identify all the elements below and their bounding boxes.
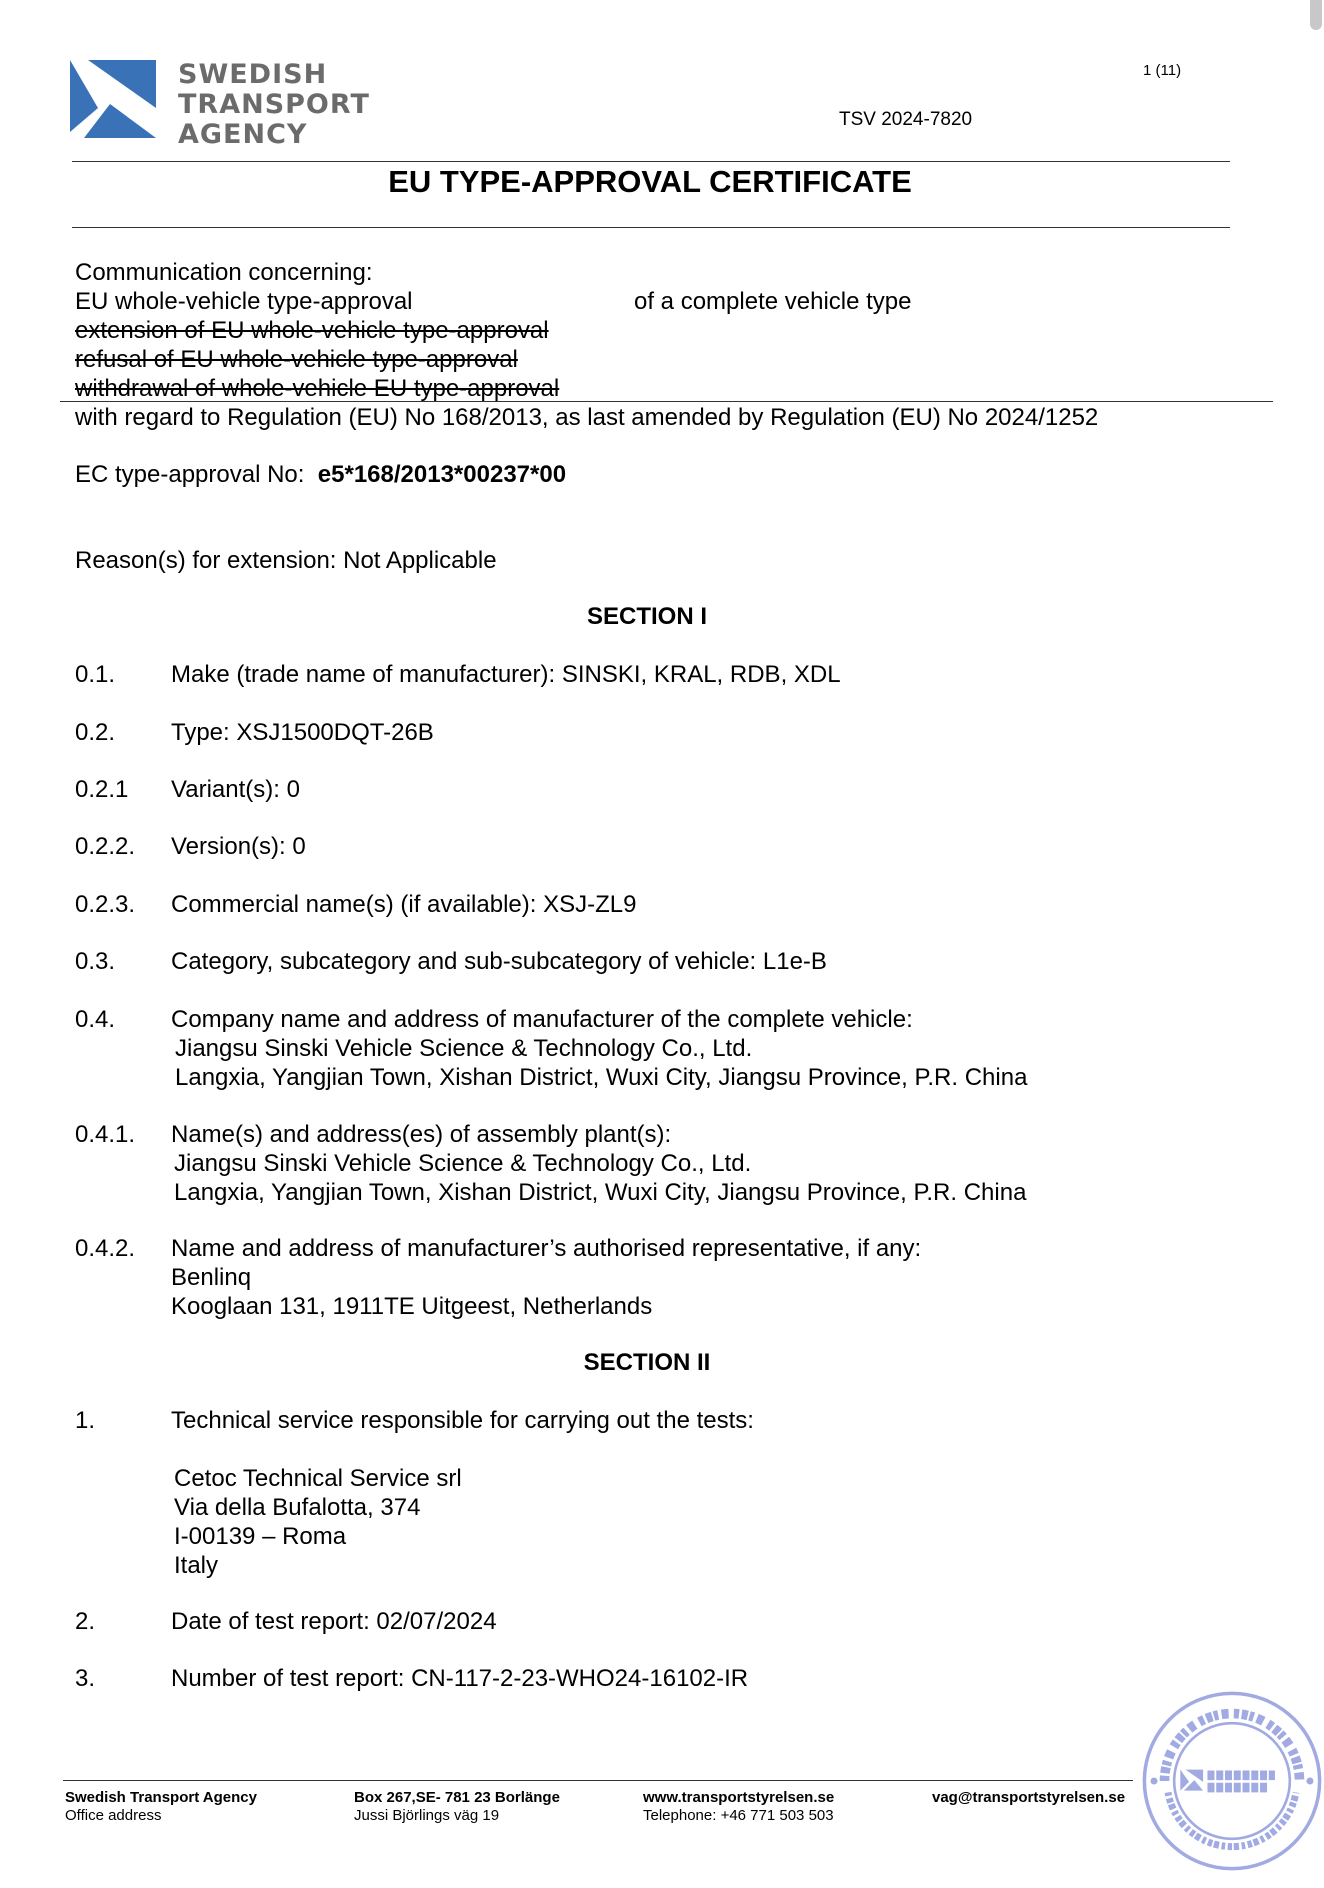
vehicle-type-note: of a complete vehicle type [634, 288, 912, 315]
scrollbar[interactable] [1310, 0, 1322, 30]
footer-postal-address: Box 267,SE- 781 23 Borlänge [354, 1789, 560, 1806]
footer-column [932, 1789, 1125, 1807]
item-number: 0.3. [75, 948, 116, 975]
manufacturer-block [171, 1005, 1027, 1092]
item-text: Type: XSJ1500DQT-26B [171, 719, 434, 746]
item-number: 0.2.3. [75, 891, 136, 918]
page-number: 1 (11) [1143, 62, 1182, 79]
footer-text: Office address [65, 1807, 162, 1824]
item-text: Variant(s): 0 [171, 776, 300, 803]
footer-column [65, 1789, 257, 1825]
footer-divider [63, 1780, 1133, 1781]
approval-label: EC type-approval No: [75, 461, 305, 488]
reference-number: TSV 2024-7820 [839, 109, 973, 130]
footer-website-link[interactable]: www.transportstyrelsen.se [643, 1789, 835, 1806]
address-line: Benlinq [171, 1264, 252, 1291]
item-number: 0.2. [75, 719, 116, 746]
extension-reason: Reason(s) for extension: Not Applicable [75, 547, 497, 574]
item-number: 1. [75, 1407, 96, 1434]
item-number: 0.2.1 [75, 776, 129, 803]
approval-number-row [75, 460, 566, 489]
footer-org-name: Swedish Transport Agency [65, 1789, 257, 1806]
communication-option: EU whole-vehicle type-approval [75, 288, 413, 315]
footer-column [643, 1789, 834, 1825]
item-text: Version(s): 0 [171, 833, 306, 860]
communication-block [75, 258, 559, 403]
item-text: Date of test report: 02/07/2024 [171, 1608, 497, 1635]
address-line: Kooglaan 131, 1911TE Uitgeest, Netherlands [171, 1293, 653, 1320]
item-number: 0.4.1. [75, 1121, 136, 1148]
item-text: Name and address of manufacturer’s authorised representative, if any: [171, 1235, 922, 1262]
page-title: EU TYPE-APPROVAL CERTIFICATE [388, 164, 912, 199]
address-line: Italy [174, 1552, 219, 1579]
agency-logo-text [178, 60, 370, 150]
section-heading: SECTION I [586, 603, 707, 630]
item-text: Company name and address of manufacturer of the complete vehicle: [171, 1006, 913, 1033]
item-text: Number of test report: CN-117-2-23-WHO24-16102-IR [171, 1665, 749, 1692]
approval-number: e5*168/2013*00237*00 [317, 461, 567, 488]
representative-block [171, 1234, 921, 1321]
item-number: 0.2.2. [75, 833, 136, 860]
communication-option-struck: extension of EU whole-vehicle type-approval [75, 317, 549, 344]
address-line: Via della Bufalotta, 374 [174, 1494, 421, 1521]
footer-street-address: Jussi Björlings väg 19 [354, 1807, 500, 1824]
logo-line: TRANSPORT [178, 89, 370, 120]
item-text: Category, subcategory and sub-subcategory of vehicle: L1e-B [171, 948, 827, 975]
address-line: Jiangsu Sinski Vehicle Science & Technology Co., Ltd. [174, 1150, 752, 1177]
communication-label: Communication concerning: [75, 259, 373, 286]
item-text: Name(s) and address(es) of assembly plant(s): [171, 1121, 672, 1148]
technical-service-address [174, 1464, 462, 1580]
assembly-plant-block [171, 1120, 1026, 1207]
footer-column [354, 1789, 560, 1825]
regulation-text: with regard to Regulation (EU) No 168/2013, as last amended by Regulation (EU) No 2024/1252 [75, 404, 1099, 431]
item-text: Make (trade name of manufacturer): SINSKI, KRAL, RDB, XDL [171, 661, 841, 688]
address-line: Langxia, Yangjian Town, Xishan District, Wuxi City, Jiangsu Province, P.R. China [174, 1179, 1027, 1206]
logo-line: AGENCY [178, 119, 308, 150]
item-text: Commercial name(s) (if available): XSJ-ZL9 [171, 891, 637, 918]
item-number: 0.1. [75, 661, 116, 688]
address-line: Jiangsu Sinski Vehicle Science & Technology Co., Ltd. [175, 1035, 753, 1062]
section-heading: SECTION II [583, 1349, 711, 1376]
divider [72, 227, 1230, 228]
address-line: Langxia, Yangjian Town, Xishan District, Wuxi City, Jiangsu Province, P.R. China [175, 1064, 1028, 1091]
footer-telephone: Telephone: +46 771 503 503 [643, 1807, 834, 1824]
logo-line: SWEDISH [178, 59, 328, 90]
address-line: I-00139 – Roma [174, 1523, 347, 1550]
item-text: Technical service responsible for carrying out the tests: [171, 1407, 754, 1434]
agency-logo-icon [70, 60, 158, 140]
item-number: 0.4.2. [75, 1235, 136, 1262]
item-number: 3. [75, 1665, 96, 1692]
item-number: 0.4. [75, 1006, 116, 1033]
divider [72, 161, 1230, 162]
address-line: Cetoc Technical Service srl [174, 1465, 462, 1492]
footer-email-link[interactable]: vag@transportstyrelsen.se [932, 1789, 1126, 1806]
divider [60, 401, 1273, 402]
communication-option-struck: refusal of EU whole-vehicle type-approval [75, 346, 518, 373]
item-number: 2. [75, 1608, 96, 1635]
communication-option-struck: withdrawal of whole-vehicle EU type-approval [75, 375, 560, 402]
approval-stamp-icon [1140, 1686, 1324, 1876]
